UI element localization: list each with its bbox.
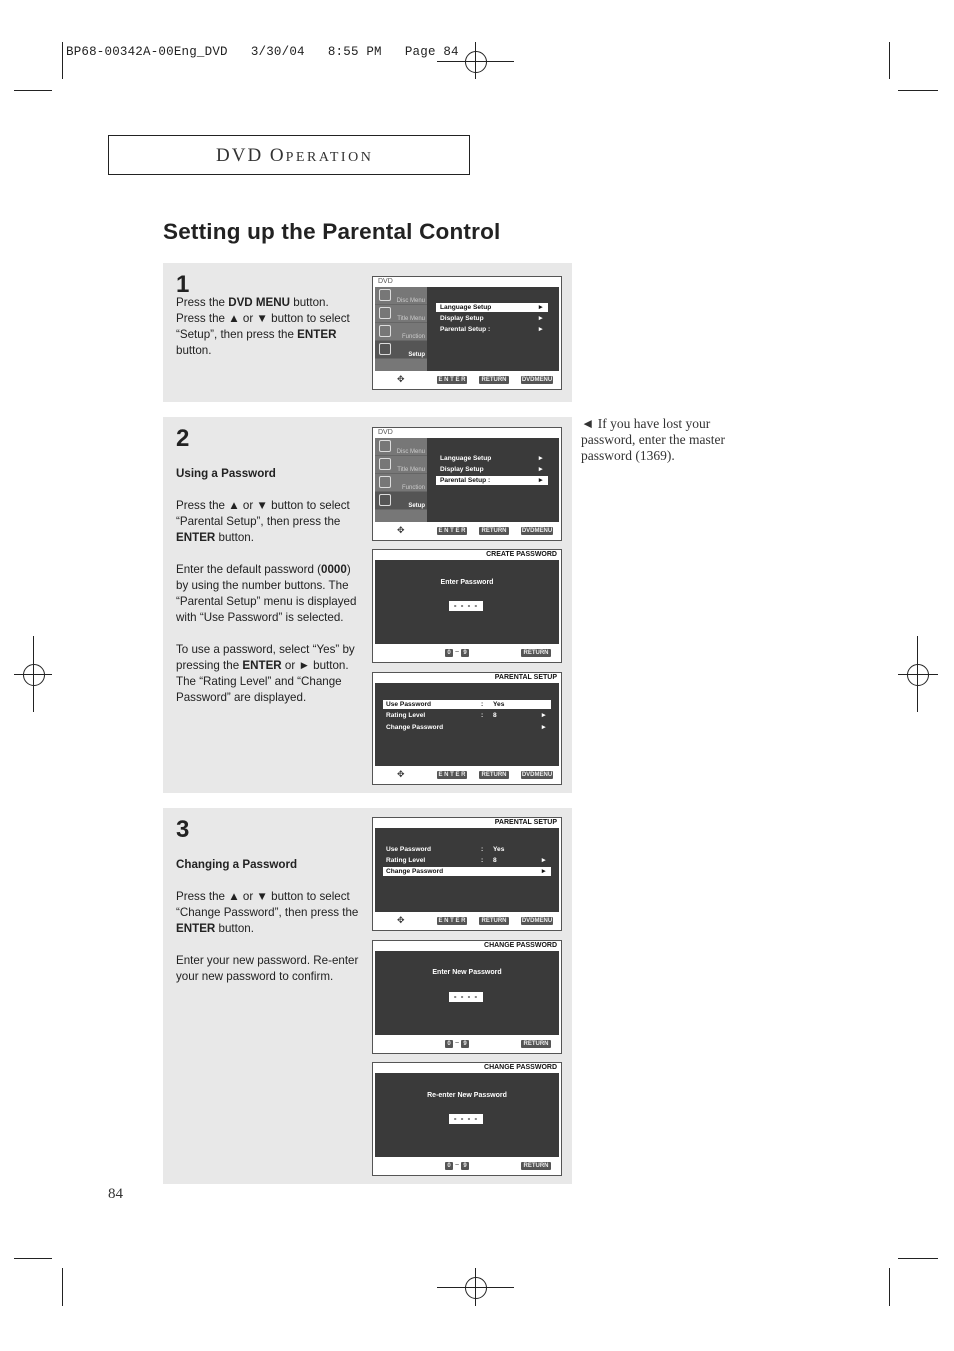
osd-parental-setup: PARENTAL SETUP Use Password : Yes Rating Level : 8 ► Change Password ► ✥ E N T E R RETURN DVDMENU — [372, 817, 562, 931]
step-3-text: Changing a Password Press the ▲ or ▼ button to select “Change Password”, then press the ENTER button. Enter your new password. Re-enter your new password to confirm. — [176, 858, 359, 983]
row-rating-level: Rating Level : 8 ► — [386, 712, 547, 719]
osd-change-password: CHANGE PASSWORD Enter New Password - - - - 0 ~ 9 RETURN — [372, 940, 562, 1054]
osd-create-password: CREATE PASSWORD Enter Password - - - - 0 ~ 9 RETURN — [372, 549, 562, 663]
side-note: ◄ If you have lost your password, enter the master password (1369). — [581, 416, 725, 463]
gear-icon — [379, 494, 391, 506]
page-number: 84 — [108, 1186, 123, 1202]
title-icon — [379, 458, 391, 470]
menu-parental-setup: Parental Setup : ► — [440, 326, 544, 333]
dpad-icon: ✥ — [397, 374, 405, 384]
crop-mark — [898, 90, 938, 91]
setup-item: Setup — [375, 341, 427, 359]
enter-key: E N T E R — [438, 377, 466, 383]
osd-reenter-password: CHANGE PASSWORD Re-enter New Password - - - - 0 ~ 9 RETURN — [372, 1062, 562, 1176]
crop-mark — [62, 42, 63, 79]
zero-key: 0 — [445, 649, 453, 657]
left-arrow-icon: ◄ — [581, 416, 595, 431]
crop-mark — [889, 1268, 890, 1306]
step-1-text: Press the DVD MENU button. Press the ▲ or ▼ button to select “Setup”, then press the ENTER button. — [176, 296, 350, 357]
step-number: 3 — [176, 816, 190, 843]
osd-left-menu — [375, 287, 427, 371]
disc-icon — [379, 289, 391, 301]
crop-mark — [14, 1258, 52, 1259]
page-title: Setting up the Parental Control — [163, 219, 501, 244]
osd-setup-menu: DVD Disc Menu Title Menu Function Setup Language Setup ► Display Setup ► Parental Setup : ► ✥ E N T E R RETURN DVDMENU — [372, 427, 562, 541]
menu-display-setup: Display Setup ► — [440, 466, 544, 473]
crop-mark — [889, 42, 890, 79]
password-field: - - - - — [449, 601, 483, 611]
gear-icon — [379, 343, 391, 355]
dpad-icon: ✥ — [397, 769, 405, 779]
row-change-password: Change Password ► — [386, 724, 547, 731]
step-2-text: Using a Password Press the ▲ or ▼ button to select “Parental Setup”, then press the ENTER button. Enter the default password (0000) by using the number buttons. The “Parental Setup” menu is displayed with “Use Password” is selected. To use a password, select “Yes” by pressing the ENTER or ► button. The “Rating Level” and “Change Password” are displayed. — [176, 467, 357, 704]
title-icon — [379, 307, 391, 319]
step-number: 2 — [176, 425, 190, 452]
print-slug: BP68-00342A-00Eng_DVD 3/30/04 8:55 PM Page 84 — [66, 45, 459, 59]
dpad-icon: ✥ — [397, 915, 405, 925]
menu-display-setup: Display Setup ► — [440, 315, 544, 322]
return-key: RETURN — [479, 376, 509, 384]
dvdmenu-key: DVDMENU — [521, 377, 553, 383]
row-use-password: Use Password : Yes — [383, 700, 551, 709]
step-number: 1 — [176, 271, 190, 298]
nine-key: 9 — [461, 649, 469, 657]
function-icon — [379, 476, 391, 488]
title-menu-item: Title Menu — [375, 305, 427, 323]
step-3-panel — [163, 808, 572, 1184]
disc-icon — [379, 440, 391, 452]
section-header: DVD OPERATION — [216, 145, 374, 166]
dvd-tag: DVD — [378, 278, 393, 285]
password-field: - - - - — [449, 992, 483, 1002]
step-1-panel — [163, 263, 572, 402]
password-field: - - - - — [449, 1114, 483, 1124]
function-icon — [379, 325, 391, 337]
function-item: Function — [375, 323, 427, 341]
crop-mark — [898, 1258, 938, 1259]
step-2-panel — [163, 417, 572, 793]
crop-mark — [62, 1268, 63, 1306]
menu-language-setup: Language Setup ► — [436, 303, 548, 312]
menu-language-setup: Language Setup ► — [440, 455, 544, 462]
dpad-icon: ✥ — [397, 525, 405, 535]
osd-setup-menu — [372, 276, 562, 390]
osd-parental-setup: PARENTAL SETUP Use Password : Yes Rating Level : 8 ► Change Password ► ✥ E N T E R RETURN DVDMENU — [372, 672, 562, 785]
disc-menu-item: Disc Menu — [375, 287, 427, 305]
menu-parental-setup: Parental Setup : ► — [436, 476, 548, 485]
crop-mark — [14, 90, 52, 91]
